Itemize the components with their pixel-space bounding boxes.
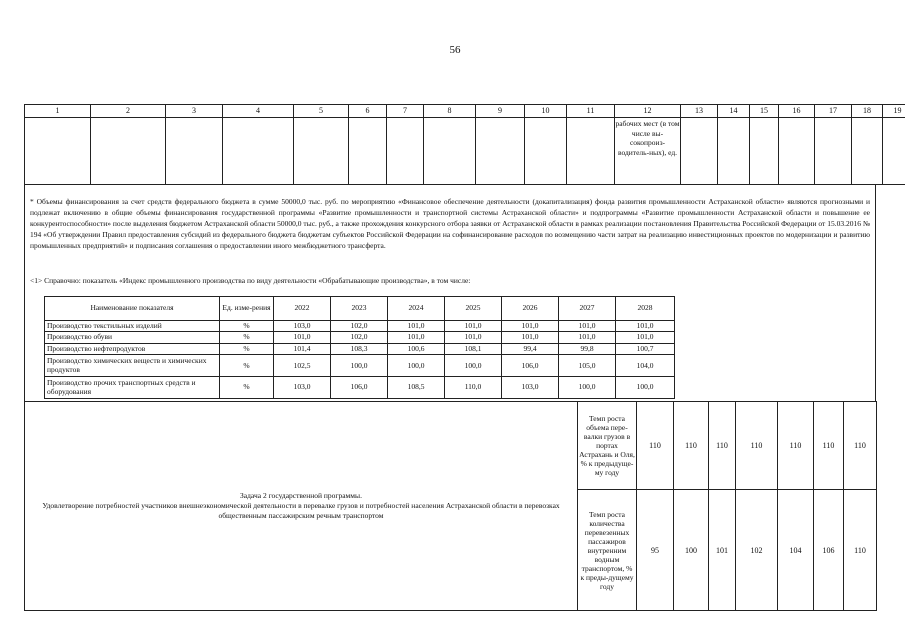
row-value: 99,4 [502, 343, 559, 354]
col-number: 16 [779, 105, 815, 118]
table-row [45, 332, 675, 343]
header-cell: Наименование показателя [45, 297, 220, 321]
row-name: Производство химических веществ и химических продуктов [45, 355, 220, 377]
row-value: 103,0 [502, 377, 559, 399]
col-number: 12 [615, 105, 681, 118]
indicator-value: 110 [844, 490, 877, 611]
indicator-value: 104 [778, 490, 814, 611]
indicator-value: 95 [637, 490, 674, 611]
row-unit: % [220, 343, 274, 354]
row-value: 101,0 [445, 332, 502, 343]
row-value: 101,0 [388, 332, 445, 343]
indicator-value: 106 [814, 490, 844, 611]
row-value: 100,0 [388, 355, 445, 377]
row-value: 101,0 [559, 321, 616, 332]
row-value: 101,0 [445, 321, 502, 332]
table-row [45, 321, 675, 332]
row-value: 103,0 [274, 321, 331, 332]
row-value: 101,0 [388, 321, 445, 332]
col-number: 14 [718, 105, 750, 118]
header-cell: 2024 [388, 297, 445, 321]
row-unit: % [220, 355, 274, 377]
indicator-name: Темп роста количества перевезенных пассажиров внутренним водным транспортом, % к преды-дущему году [578, 490, 637, 611]
footnote: * Объемы финансирования за счет средств федерального бюджета в сумме 50000,0 тыс. руб. по мероприятию «Финансовое обеспечение деятельности (докапитализация) фонда развития промышленности Астраханской области» являются прогнозными и подлежат включению в общие объемы финансирования государственной программы «Развитие промышленности и транспортной системы Астраханской области» и подпрограммы «Развитие промышленности Астраханской области и повышение ее конкурентоспособности» после выделения бюджетом Астраханской области 50000,0 тыс. руб., а также прохождения конкурсного отбора заявки от Астраханской области в рамках реализации постановления Правительства Российской Федерации от 15.03.2016 № 194 «Об утверждении Правил предоставления субсидий из федерального бюджета бюджетам субъектов Российской Федерации на софинансирование расходов по возмещению части затрат на реализацию инвестиционных проектов по модернизации и развитию промышленных предприятий» и подписания соглашения о предоставлении иного межбюджетного трансферта. [30, 197, 870, 250]
col-number: 9 [476, 105, 525, 118]
col-number: 8 [424, 105, 476, 118]
row-value: 101,0 [502, 321, 559, 332]
col-number: 13 [681, 105, 718, 118]
header-cell: Ед. изме-рения [220, 297, 274, 321]
table-row [45, 377, 675, 399]
row-value: 101,0 [274, 332, 331, 343]
header-table [24, 104, 902, 185]
row-value: 106,0 [331, 377, 388, 399]
row-name: Производство текстильных изделий [45, 321, 220, 332]
indicator-value: 101 [709, 490, 736, 611]
col-number: 15 [750, 105, 779, 118]
col-number: 18 [852, 105, 883, 118]
col-number: 4 [223, 105, 294, 118]
col-number: 3 [166, 105, 223, 118]
col-number: 1 [25, 105, 91, 118]
indicator-value: 110 [736, 402, 778, 490]
indicator-table [44, 296, 674, 399]
row-value: 102,0 [331, 321, 388, 332]
header-cell: 2022 [274, 297, 331, 321]
indicator-value: 110 [709, 402, 736, 490]
row-value: 108,1 [445, 343, 502, 354]
row-value: 101,4 [274, 343, 331, 354]
task-description: Удовлетворение потребностей участников внешнеэкономической деятельности в перевалке грузов и потребностей населения Астраханской области в перевозках общественным пассажирским речным транспортом [42, 501, 560, 520]
row-name: Производство обуви [45, 332, 220, 343]
header-cell: 2027 [559, 297, 616, 321]
table-row [45, 343, 675, 354]
row-value: 100,7 [616, 343, 675, 354]
row-unit: % [220, 377, 274, 399]
indicator-value: 100 [674, 490, 709, 611]
task-table [24, 401, 876, 611]
indicator-header-row [45, 297, 675, 321]
row-value: 100,0 [559, 377, 616, 399]
task-title: Задача 2 государственной программы. [240, 491, 362, 500]
indicator-value: 110 [637, 402, 674, 490]
col-number: 11 [567, 105, 615, 118]
task-row [25, 402, 877, 490]
row-value: 100,0 [445, 355, 502, 377]
page-number: 56 [449, 44, 461, 56]
header-number-row [25, 105, 905, 118]
header-content-row [25, 118, 905, 185]
row-value: 108,5 [388, 377, 445, 399]
indicator-value: 110 [674, 402, 709, 490]
indicator-value: 102 [736, 490, 778, 611]
header-cell: 2026 [502, 297, 559, 321]
col-number: 7 [387, 105, 424, 118]
row-unit: % [220, 321, 274, 332]
table-row [45, 355, 675, 377]
row-value: 105,0 [559, 355, 616, 377]
row-value: 101,0 [616, 321, 675, 332]
indicator-name: Темп роста объема пере-валки грузов в портах Астрахань и Оля, % к предыдуще-му году [578, 402, 637, 490]
col-number: 5 [294, 105, 349, 118]
header-cell: 2025 [445, 297, 502, 321]
row-value: 100,6 [388, 343, 445, 354]
col-number: 6 [349, 105, 387, 118]
col-number: 10 [525, 105, 567, 118]
row-value: 110,0 [445, 377, 502, 399]
row-name: Производство нефтепродуктов [45, 343, 220, 354]
row-value: 101,0 [616, 332, 675, 343]
row-value: 101,0 [559, 332, 616, 343]
header-cell: 2023 [331, 297, 388, 321]
reference-line: <1> Справочно: показатель «Индекс промышленного производства по виду деятельности «Обрабатывающие производства», в том числе: [30, 276, 471, 285]
row-value: 100,0 [616, 377, 675, 399]
row-value: 108,3 [331, 343, 388, 354]
indicator-value: 110 [844, 402, 877, 490]
row-unit: % [220, 332, 274, 343]
row-name: Производство прочих транспортных средств и оборудования [45, 377, 220, 399]
task-description-cell [25, 402, 578, 611]
row-value: 102,0 [331, 332, 388, 343]
col-number: 2 [91, 105, 166, 118]
row-value: 99,8 [559, 343, 616, 354]
row-value: 103,0 [274, 377, 331, 399]
row-value: 102,5 [274, 355, 331, 377]
col-number: 19 [883, 105, 905, 118]
row-value: 101,0 [502, 332, 559, 343]
row-value: 106,0 [502, 355, 559, 377]
indicator-value: 110 [814, 402, 844, 490]
col12-text: рабочих мест (в том числе вы-сокопроиз-водитель-ных), ед. [615, 118, 681, 185]
header-cell: 2028 [616, 297, 675, 321]
col-number: 17 [815, 105, 852, 118]
row-value: 104,0 [616, 355, 675, 377]
indicator-value: 110 [778, 402, 814, 490]
row-value: 100,0 [331, 355, 388, 377]
